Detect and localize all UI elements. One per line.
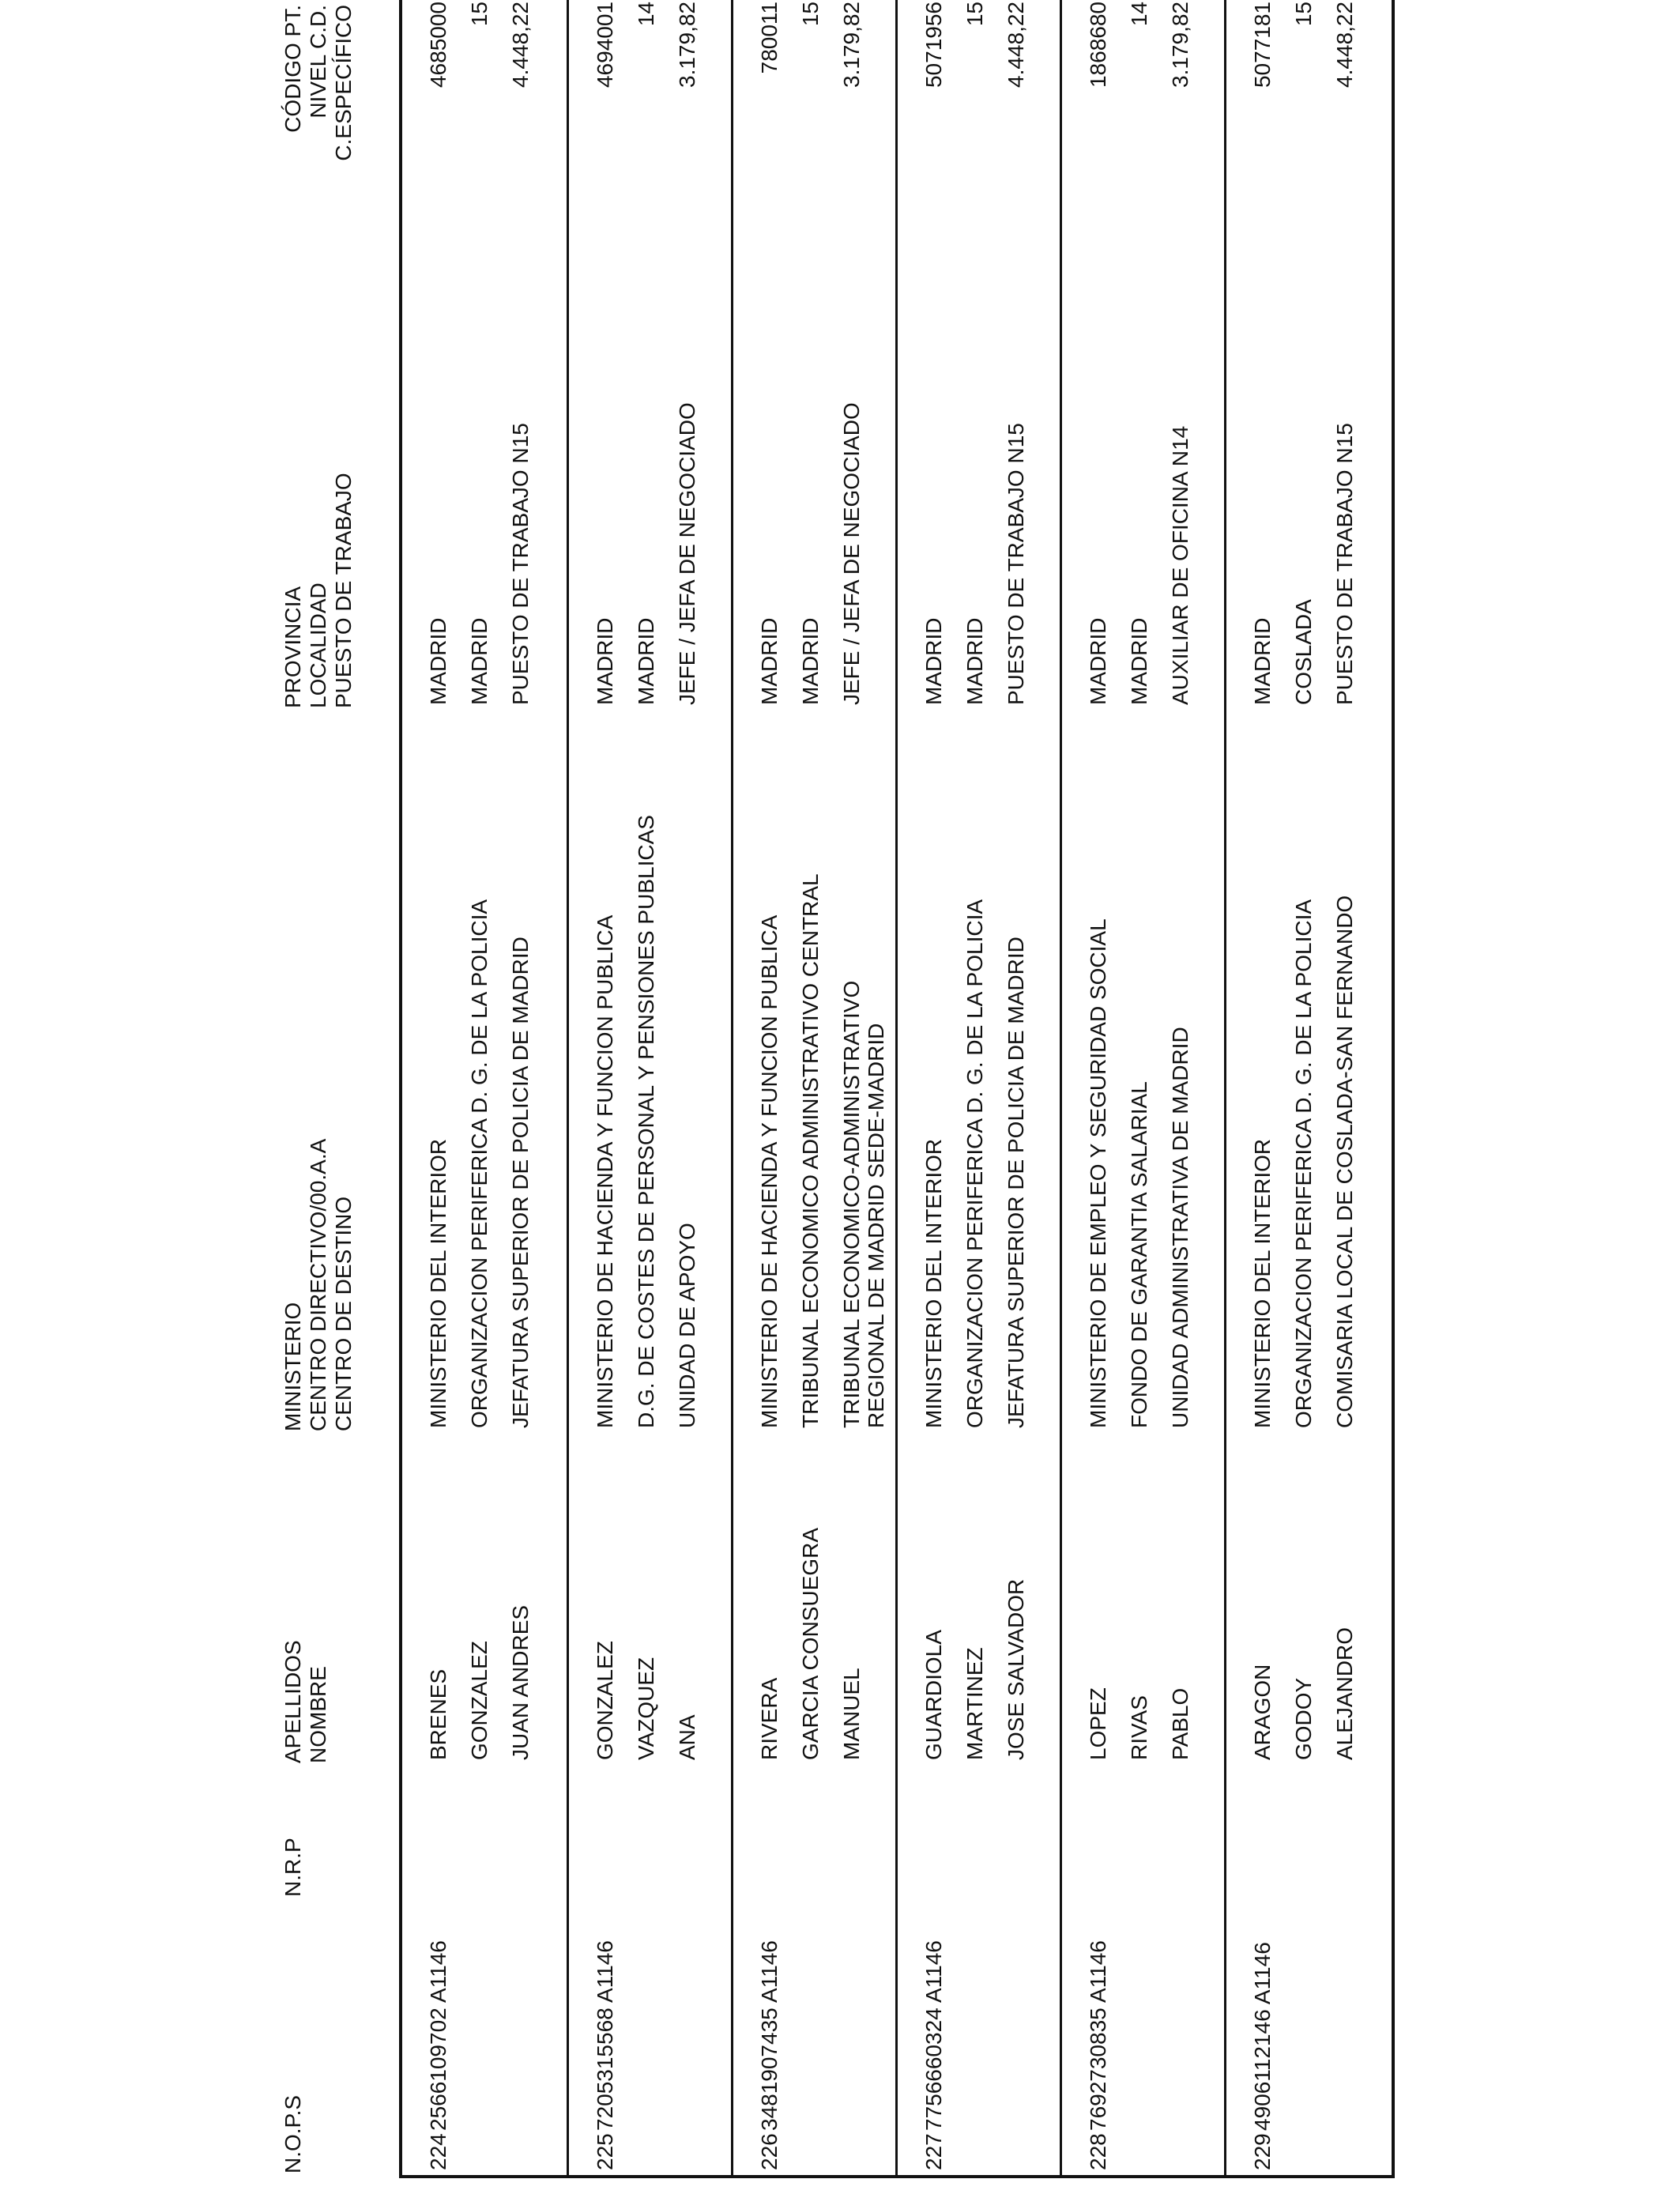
record-localidad: MADRID: [798, 617, 823, 705]
record-nombre: MANUEL: [839, 1668, 864, 1760]
record-ministerio: MINISTERIO DEL INTERIOR: [426, 1138, 450, 1428]
record-nops: 227: [921, 2133, 946, 2170]
record-nrp: 4906112146 A1146: [1250, 1942, 1275, 2131]
record-nombre: ALEJANDRO: [1332, 1627, 1357, 1760]
record-nivel: 15: [962, 2, 987, 27]
record-nrp: 2566109702 A1146: [426, 1940, 450, 2131]
record-nivel: 14: [1127, 2, 1151, 27]
table-row: [895, 0, 1060, 2175]
record-centro-directivo: ORGANIZACION PERIFERICA D. G. DE LA POLICIA: [467, 899, 492, 1428]
record-localidad: COSLADA: [1291, 599, 1316, 705]
record-localidad: MADRID: [634, 617, 658, 705]
record-apellido1: LOPEZ: [1086, 1687, 1110, 1760]
record-centro-destino: JEFATURA SUPERIOR DE POLICIA DE MADRID: [508, 937, 533, 1428]
record-puesto: AUXILIAR DE OFICINA N14: [1168, 425, 1192, 705]
record-apellido2: GONZALEZ: [467, 1641, 492, 1760]
record-puesto: PUESTO DE TRABAJO N15: [1332, 423, 1357, 705]
record-nops: 228: [1086, 2133, 1110, 2170]
header-provincia-puesto: PROVINCIA LOCALIDAD PUESTO DE TRABAJO: [281, 473, 356, 708]
table-row: [1224, 0, 1388, 2175]
record-apellido2: GARCIA CONSUEGRA: [798, 1527, 823, 1760]
header-nrp: N.R.P: [281, 1838, 305, 1897]
record-especifico: 4.448,22: [508, 2, 533, 88]
record-provincia: MADRID: [593, 617, 617, 705]
header-ministerio-centro: MINISTERIO CENTRO DIRECTIVO/00.A.A CENTRO DE DESTINO: [281, 1138, 356, 1431]
record-provincia: MADRID: [1086, 617, 1110, 705]
record-codigo: 4694001: [593, 2, 617, 89]
record-apellido1: RIVERA: [757, 1677, 782, 1760]
record-ministerio: MINISTERIO DE HACIENDA Y FUNCION PUBLICA: [593, 914, 617, 1428]
record-centro-directivo: D.G. DE COSTES DE PERSONAL Y PENSIONES PUBLICAS: [634, 815, 658, 1428]
record-centro-destino: JEFATURA SUPERIOR DE POLICIA DE MADRID: [1004, 937, 1028, 1428]
record-codigo: 5071956: [921, 2, 946, 89]
record-puesto: PUESTO DE TRABAJO N15: [1004, 423, 1028, 705]
table-row: [1060, 0, 1224, 2175]
record-nivel: 15: [798, 2, 823, 27]
record-nops: 226: [757, 2133, 782, 2170]
table-row: [402, 0, 567, 2175]
record-apellido2: RIVAS: [1127, 1695, 1151, 1760]
record-ministerio: MINISTERIO DEL INTERIOR: [921, 1138, 946, 1428]
record-especifico: 4.448,22: [1332, 2, 1357, 88]
header-nops: N.O.P.S: [281, 2094, 305, 2173]
record-centro-directivo: ORGANIZACION PERIFERICA D. G. DE LA POLICIA: [1291, 899, 1316, 1428]
record-especifico: 4.448,22: [1004, 2, 1028, 88]
record-ministerio: MINISTERIO DE HACIENDA Y FUNCION PUBLICA: [757, 914, 782, 1428]
record-especifico: 3.179,82: [675, 2, 699, 88]
record-codigo: 1868680: [1086, 2, 1110, 89]
record-nombre: PABLO: [1168, 1687, 1192, 1760]
record-centro-directivo: TRIBUNAL ECONOMICO ADMINISTRATIVO CENTRAL: [798, 873, 823, 1428]
records-table: [399, 0, 1395, 2178]
record-nops: 229: [1250, 2133, 1275, 2170]
record-nivel: 14: [634, 2, 658, 27]
record-apellido1: GUARDIOLA: [921, 1630, 946, 1760]
record-nops: 224: [426, 2133, 450, 2170]
record-puesto: PUESTO DE TRABAJO N15: [508, 423, 533, 705]
record-apellido1: BRENES: [426, 1668, 450, 1760]
record-puesto: JEFE / JEFA DE NEGOCIADO: [675, 402, 699, 705]
record-nivel: 15: [1291, 2, 1316, 27]
record-codigo: 5077181: [1250, 2, 1275, 89]
record-apellido1: GONZALEZ: [593, 1641, 617, 1760]
record-nrp: 7756660324 A1146: [921, 1940, 946, 2131]
record-codigo: 780011: [757, 2, 782, 74]
record-codigo: 4685000: [426, 2, 450, 89]
record-puesto: JEFE / JEFA DE NEGOCIADO: [839, 402, 864, 705]
record-provincia: MADRID: [1250, 617, 1275, 705]
record-centro-directivo: FONDO DE GARANTIA SALARIAL: [1127, 1081, 1151, 1428]
record-nrp: 7692730835 A1146: [1086, 1940, 1110, 2131]
record-nombre: ANA: [675, 1714, 699, 1760]
record-ministerio: MINISTERIO DEL INTERIOR: [1250, 1138, 1275, 1428]
record-apellido2: MARTINEZ: [962, 1647, 987, 1760]
record-centro-directivo: ORGANIZACION PERIFERICA D. G. DE LA POLICIA: [962, 899, 987, 1428]
record-nivel: 15: [467, 2, 492, 27]
record-ministerio: MINISTERIO DE EMPLEO Y SEGURIDAD SOCIAL: [1086, 918, 1110, 1428]
record-nrp: 7205315568 A1146: [593, 1940, 617, 2131]
header-codigo-nivel: CÓDIGO PT. NIVEL C.D. C.ESPECÍFICO: [281, 5, 356, 161]
record-centro-destino: COMISARIA LOCAL DE COSLADA-SAN FERNANDO: [1332, 895, 1357, 1428]
record-localidad: MADRID: [1127, 617, 1151, 705]
record-apellido2: VAZQUEZ: [634, 1657, 658, 1760]
record-localidad: MADRID: [467, 617, 492, 705]
record-nops: 225: [593, 2133, 617, 2170]
record-nrp: 3481907435 A1146: [757, 1940, 782, 2131]
record-provincia: MADRID: [426, 617, 450, 705]
table-row: [731, 0, 895, 2175]
header-apellidos-nombre: APELLIDOS NOMBRE: [281, 1640, 330, 1763]
table-row: [567, 0, 731, 2175]
record-localidad: MADRID: [962, 617, 987, 705]
record-especifico: 3.179,82: [1168, 2, 1192, 88]
record-provincia: MADRID: [757, 617, 782, 705]
record-especifico: 3.179,82: [839, 2, 864, 88]
record-nombre: JUAN ANDRES: [508, 1604, 533, 1760]
record-centro-destino: TRIBUNAL ECONOMICO-ADMINISTRATIVO REGIONAL DE MADRID SEDE-MADRID: [839, 980, 888, 1428]
record-nombre: JOSE SALVADOR: [1004, 1578, 1028, 1760]
record-centro-destino: UNIDAD DE APOYO: [675, 1223, 699, 1428]
record-apellido1: ARAGON: [1250, 1664, 1275, 1760]
record-apellido2: GODOY: [1291, 1677, 1316, 1760]
record-centro-destino: UNIDAD ADMINISTRATIVA DE MADRID: [1168, 1027, 1192, 1428]
record-provincia: MADRID: [921, 617, 946, 705]
